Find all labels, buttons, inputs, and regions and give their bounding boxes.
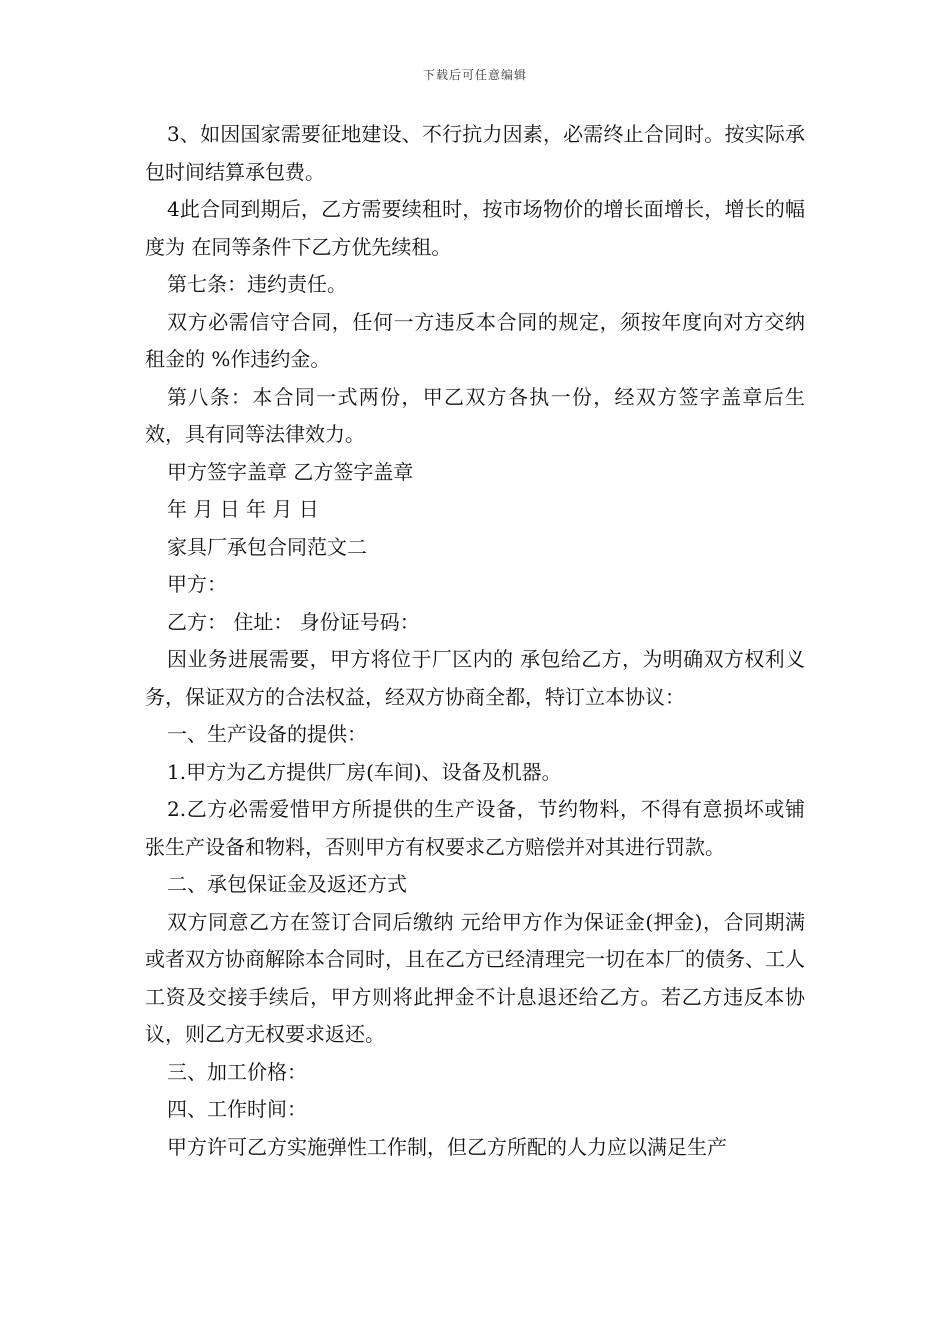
- section-heading: 三、加工价格：: [167, 1059, 307, 1084]
- section-heading: 四、工作时间：: [167, 1097, 307, 1121]
- section-heading: 二、承包保证金及返还方式: [167, 872, 407, 896]
- page-header: 下载后可任意编辑: [422, 68, 527, 82]
- paragraph: 4此合同到期后，乙方需要续租时，按市场物价的增长面增长，增长的幅度为 在同等条件下乙方优先续租。: [145, 197, 805, 259]
- article-heading: 第七条：违约责任。: [167, 272, 347, 296]
- paragraph: 因业务进展需要，甲方将位于厂区内的 承包给乙方，为明确双方权利义务，保证双方的合法权益，经双方协商全都，特订立本协议：: [145, 647, 805, 709]
- party-b-line: 乙方： 住址： 身份证号码：: [167, 609, 420, 634]
- paragraph: 双方必需信守合同，任何一方违反本合同的规定，须按年度向对方交纳租金的 %作违约金。: [145, 309, 805, 371]
- list-item: 1.甲方为乙方提供厂房(车间)、设备及机器。: [167, 759, 562, 784]
- paragraph: 3、如因国家需要征地建设、不行抗力因素，必需终止合同时。按实际承包时间结算承包费。: [145, 122, 805, 184]
- signature-line: 甲方签字盖章 乙方签字盖章: [167, 459, 414, 484]
- paragraph: 第八条：本合同一式两份，甲乙双方各执一份，经双方签字盖章后生效，具有同等法律效力。: [145, 384, 805, 446]
- paragraph: 甲方许可乙方实施弹性工作制，但乙方所配的人力应以满足生产: [167, 1134, 727, 1159]
- section-heading: 一、生产设备的提供：: [167, 722, 367, 746]
- date-line: 年 月 日 年 月 日: [167, 497, 319, 521]
- party-a-line: 甲方：: [167, 572, 227, 596]
- list-item: 2.乙方必需爱惜甲方所提供的生产设备，节约物料，不得有意损坏或铺张生产设备和物料，否则甲方有权要求乙方赔偿并对其进行罚款。: [145, 797, 805, 859]
- section-title: 家具厂承包合同范文二: [167, 534, 367, 559]
- document-body: [145, 116, 805, 1166]
- paragraph: 双方同意乙方在签订合同后缴纳 元给甲方作为保证金(押金)，合同期满或者双方协商解除本合同时，且在乙方已经清理完一切在本厂的债务、工人工资及交接手续后，甲方则将此押金不计息退还给乙方。若乙方违反本协议，则乙方无权要求返还。: [145, 909, 805, 1046]
